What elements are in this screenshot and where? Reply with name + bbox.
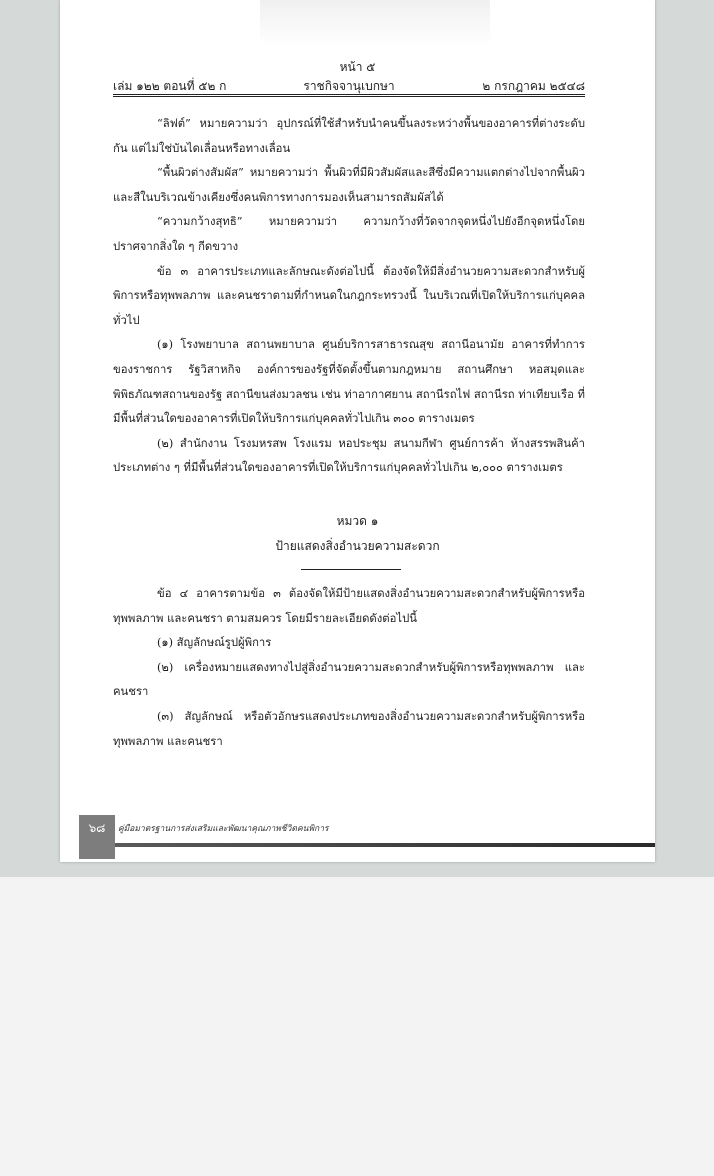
footer-page-number: ๖๘ [88, 821, 106, 835]
chapter-1-section [113, 582, 585, 754]
paragraph-article-3-item-1: (๑) โรงพยาบาล สถานพยาบาล ศูนย์บริการสาธารณสุข สถานีอนามัย อาคารที่ทำการของราชการ รัฐวิสาหกิจ องค์การของรัฐที่จัดตั้งขึ้นตามกฎหมาย สถานศึกษา หอสมุดและพิพิธภัณฑสถานของรัฐ สถานีขนส่งมวลชน เช่น ท่าอากาศยาน สถานีรถไฟ สถานีรถ ท่าเทียบเรือ ที่มีพื้นที่ส่วนใดของอาคารที่เปิดให้บริการแก่บุคคลทั่วไปเกิน ๓๐๐ ตารางเมตร [113, 338, 585, 426]
header-rule [113, 94, 585, 95]
paragraph-tactile-surface-definition: “พื้นผิวต่างสัมผัส” หมายความว่า พื้นผิวที่มีผิวสัมผัสและสีซึ่งมีความแตกต่างไปจากพื้นผิวและสีในบริเวณข้างเคียงซึ่งคนพิการทางการมองเห็นสามารถสัมผัสได้ [113, 166, 585, 204]
header-date: ๒ กรกฎาคม ๒๕๔๘ [482, 79, 585, 93]
footer-book-title: คู่มือมาตรฐานการส่งเสริมและพัฒนาคุณภาพชีวิตคนพิการ [118, 824, 329, 834]
paragraph-net-width-definition: “ความกว้างสุทธิ” หมายความว่า ความกว้างที่วัดจากจุดหนึ่งไปยังอีกจุดหนึ่งโดยปราศจากสิ่งใด ๆ กีดขวาง [113, 215, 585, 253]
header-volume: เล่ม ๑๒๒ ตอนที่ ๕๒ ก [113, 79, 227, 93]
chapter-number: หมวด ๑ [336, 514, 379, 528]
chapter-title: ป้ายแสดงสิ่งอำนวยความสะดวก [275, 539, 440, 553]
chapter-rule [301, 569, 401, 570]
footer-rule [115, 843, 655, 847]
scan-smudge [260, 0, 490, 46]
header-rule [113, 96, 585, 97]
paragraph-lift-definition: “ลิฟต์” หมายความว่า อุปกรณ์ที่ใช้สำหรับนำคนขึ้นลงระหว่างพื้นของอาคารที่ต่างระดับกัน แต่ไม่ใช่บันไดเลื่อนหรือทางเลื่อน [113, 117, 585, 155]
paragraph-article-4-item-1: (๑) สัญลักษณ์รูปผู้พิการ [157, 636, 272, 650]
gazette-page-number: หน้า ๕ [339, 60, 376, 74]
paragraph-article-4: ข้อ ๔ อาคารตามข้อ ๓ ต้องจัดให้มีป้ายแสดงสิ่งอำนวยความสะดวกสำหรับผู้พิการหรือทุพพลภาพ และคนชรา ตามสมควร โดยมีรายละเอียดดังต่อไปนี้ [113, 587, 585, 625]
paragraph-article-4-item-3: (๓) สัญลักษณ์ หรือตัวอักษรแสดงประเภทของสิ่งอำนวยความสะดวกสำหรับผู้พิการหรือทุพพลภาพ และคนชรา [113, 709, 585, 748]
header-gazette: ราชกิจจานุเบกษา [303, 79, 395, 93]
paragraph-article-3-item-2: (๒) สำนักงาน โรงมหรสพ โรงแรม หอประชุม สนามกีฬา ศูนย์การค้า ห้างสรรพสินค้าประเภทต่าง ๆ ที่มีพื้นที่ส่วนใดของอาคารที่เปิดให้บริการแก่บุคคลทั่วไปเกิน ๒,๐๐๐ ตารางเมตร [113, 436, 585, 475]
definitions-section [113, 112, 585, 481]
paragraph-article-4-item-2: (๒) เครื่องหมายแสดงทางไปสู่สิ่งอำนวยความสะดวกสำหรับผู้พิการหรือทุพพลภาพ และคนชรา [113, 660, 585, 699]
running-header [113, 77, 585, 94]
document-page [60, 0, 655, 862]
paragraph-article-3: ข้อ ๓ อาคารประเภทและลักษณะดังต่อไปนี้ ต้องจัดให้มีสิ่งอำนวยความสะดวกสำหรับผู้พิการหรือทุพพลภาพ และคนชราตามที่กำหนดในกฎกระทรวงนี้ ในบริเวณที่เปิดให้บริการแก่บุคคลทั่วไป [113, 264, 585, 327]
